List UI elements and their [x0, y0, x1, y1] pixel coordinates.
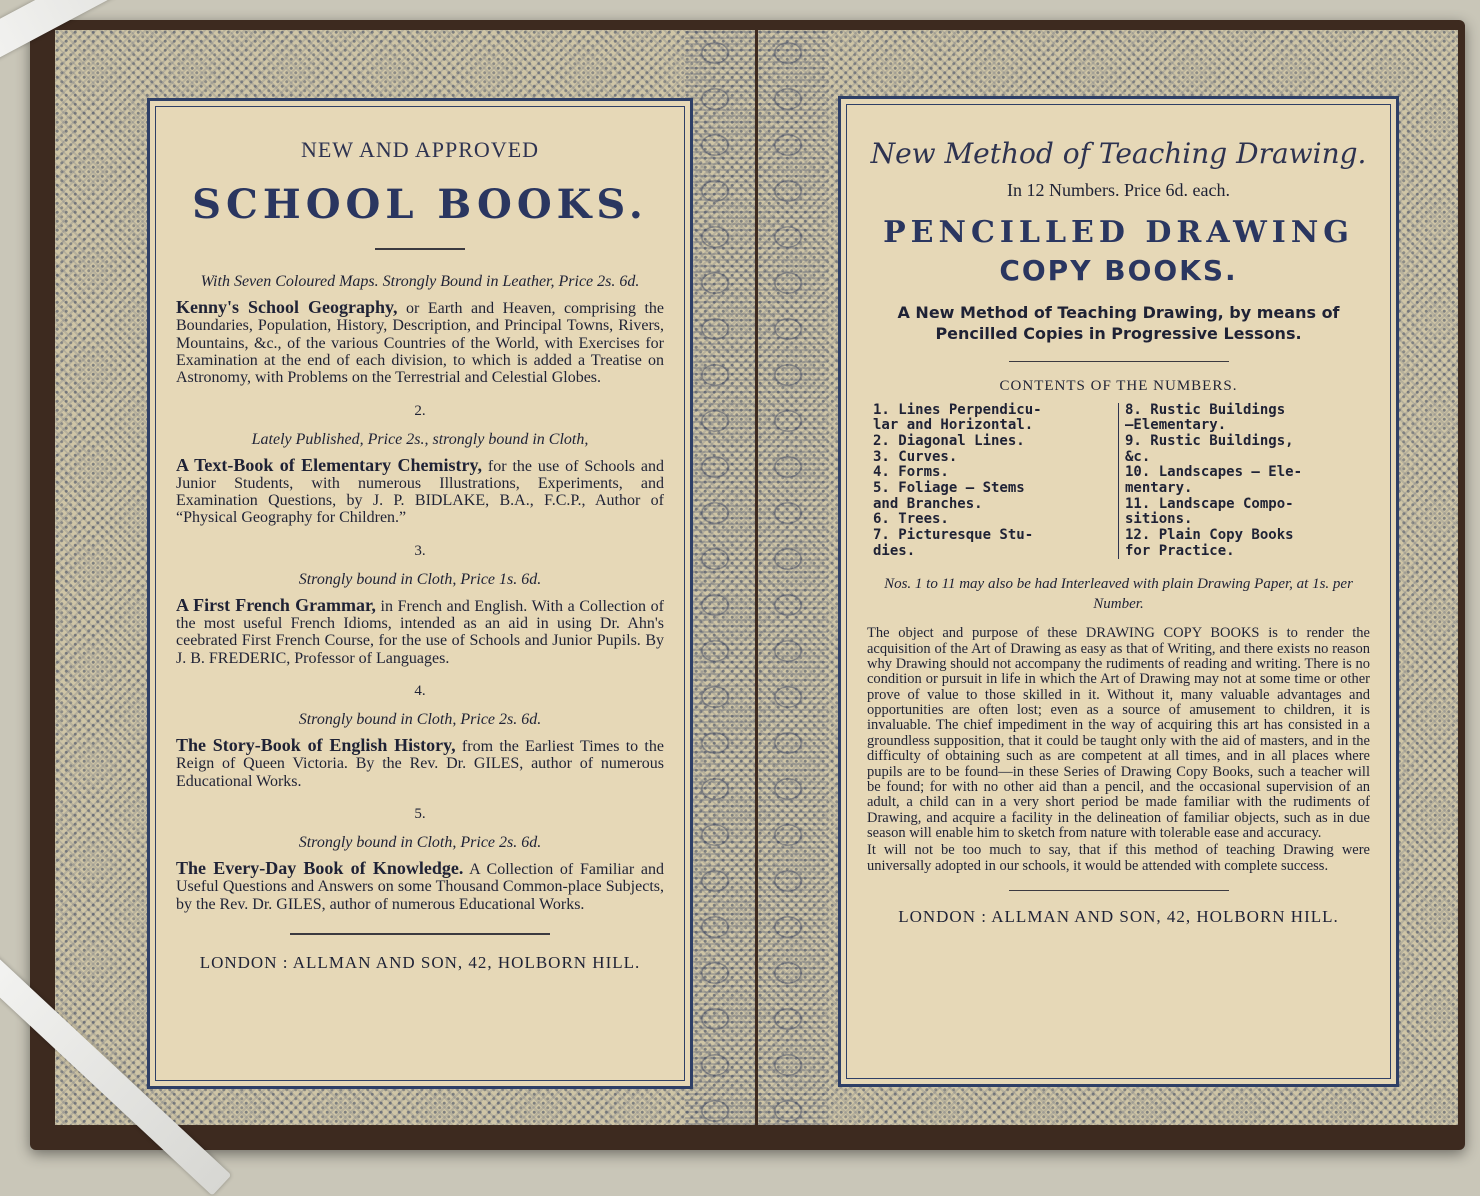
- left-page: [55, 30, 755, 1125]
- header-small: NEW AND APPROVED: [300, 137, 540, 162]
- gothic-title: New Method of Teaching Drawing.: [870, 137, 1367, 170]
- entry-body: [176, 596, 664, 667]
- entry-body: [176, 298, 664, 387]
- divider: [375, 248, 465, 250]
- contents-item: 11. Landscape Compo-: [1125, 495, 1294, 512]
- entry-title: The Every-Day Book of Knowledge.: [176, 857, 464, 878]
- entry-subtitle: Strongly bound in Cloth, Price 2s. 6d.: [298, 710, 542, 728]
- contents-item: mentary.: [1125, 479, 1193, 496]
- book-entry: [176, 272, 664, 387]
- publisher-footer: LONDON : ALLMAN AND SON, 42, HOLBORN HILL.: [199, 952, 641, 972]
- right-page: [758, 30, 1458, 1125]
- book-entry: [176, 543, 664, 667]
- contents-item: and Branches.: [873, 495, 983, 512]
- entry-body: [176, 859, 664, 913]
- entry-number: 5.: [414, 805, 426, 822]
- contents-column-right: [1118, 403, 1370, 560]
- entry-text: A Collection of Familiar and Useful Questions and Answers on some Thousand Common-place Subjects, by the Rev. Dr. GILES, author of numerous Educational Works.: [176, 860, 664, 913]
- contents-item: 9. Rustic Buildings,: [1125, 432, 1294, 449]
- entry-subtitle: Lately Published, Price 2s., strongly bound in Cloth,: [251, 430, 589, 448]
- entry-title: A Text-Book of Elementary Chemistry,: [176, 454, 483, 475]
- book-entry: [176, 403, 664, 527]
- contents-item: 7. Picturesque Stu-: [873, 526, 1034, 543]
- contents-columns: [867, 403, 1370, 560]
- entry-number: 4.: [414, 682, 426, 699]
- spine-ornament: [685, 30, 755, 1125]
- headline-line-1: PENCILLED DRAWING: [883, 215, 1354, 250]
- book-entry: [176, 683, 664, 790]
- series-description: A New Method of Teaching Drawing, by means of Pencilled Copies in Progressive Lessons.: [897, 303, 1340, 343]
- entry-title: A First French Grammar,: [176, 594, 376, 615]
- contents-item: for Practice.: [1125, 542, 1235, 559]
- contents-item: 5. Foliage — Stems: [873, 479, 1025, 496]
- contents-item: 8. Rustic Buildings: [1125, 401, 1286, 418]
- entry-subtitle: With Seven Coloured Maps. Strongly Bound in Leather, Price 2s. 6d.: [200, 273, 640, 290]
- entry-number: 2.: [414, 402, 426, 419]
- series-subtitle: In 12 Numbers. Price 6d. each.: [1007, 180, 1230, 200]
- header-big: SCHOOL BOOKS.: [192, 181, 648, 228]
- entry-body: [176, 736, 664, 790]
- divider: [1009, 890, 1229, 891]
- publisher-footer: LONDON : ALLMAN AND SON, 42, HOLBORN HILL.: [898, 907, 1339, 927]
- entry-text: or Earth and Heaven, comprising the Boundaries, Population, History, Description, and Principal Towns, Rivers, Mountains, &c., of the various Countries of the World, with Exercises for Examination at the end of each division, to which is added a Treatise on Astronomy, with Problems on the Terrestrial and Celestial Globes.: [176, 300, 664, 387]
- entry-text: in French and English. With a Collection of the most useful French Idioms, intended as an aid in using Dr. Ahn's ceebrated First French Course, for the use of Schools and Junior Pupils. By J. B. FREDERIC, Professor of Languages.: [176, 597, 665, 667]
- entry-body: [176, 456, 664, 527]
- left-text-panel: [147, 98, 693, 1089]
- contents-item: 12. Plain Copy Books: [1125, 526, 1294, 543]
- entry-number: 3.: [414, 542, 426, 559]
- contents-item: &c.: [1125, 448, 1151, 465]
- contents-item: 2. Diagonal Lines.: [873, 432, 1025, 449]
- contents-item: lar and Horizontal.: [873, 417, 1034, 434]
- entry-title: Kenny's School Geography,: [176, 297, 398, 317]
- description-paragraph: The object and purpose of these DRAWING COPY BOOKS is to render the acquisition of the Art of Drawing as easy as that of Writing, and there exists no reason why Drawing should not accompany the rudiments of reading and writing. There is no condition or pursuit in life in which the Art of Drawing may not at some time or other prove of value to those skilled in it. Without it, many valuable advantages and opportunities are often lost; even as a source of amusement to children, it is invaluable. The chief impediment in the way of acquiring this art has consisted in a groundless supposition, that it could be taught only with the aid of masters, and in the difficulty of obtaining such as are competent at all times, and in all places where pupils are to be found—in these Series of Drawing Copy Books, such a teacher will be found; for with no other aid than a pencil, and the occasional supervision of an adult, a child can in a very short period be made familiar with the rudiments of Drawing, and acquire a facility in the delineation of familiar objects, such as in due season will enable him to sketch from nature with tolerable ease and accuracy.: [867, 625, 1370, 841]
- contents-item: sitions.: [1125, 511, 1193, 528]
- divider: [290, 933, 550, 935]
- entry-text: for the use of Schools and Junior Students, with numerous Illustrations, Experiments, and Examination Questions, by J. P. BIDLAKE, B.A., F.C.P., Author of “Physical Geography for Children.”: [176, 457, 664, 527]
- contents-item: 4. Forms.: [873, 464, 949, 481]
- right-text-panel: [838, 96, 1399, 1087]
- contents-column-left: [867, 403, 1118, 560]
- spine-ornament: [758, 30, 828, 1125]
- contents-item: 10. Landscapes — Ele-: [1125, 464, 1303, 481]
- contents-item: dies.: [873, 542, 916, 559]
- closing-paragraph: It will not be too much to say, that if this method of teaching Drawing were universally adopted in our schools, it would be attended with complete success.: [867, 842, 1370, 874]
- entry-subtitle: Strongly bound in Cloth, Price 1s. 6d.: [298, 570, 542, 588]
- interleaved-note: Nos. 1 to 11 may also be had Interleaved with plain Drawing Paper, at 1s. per Number.: [884, 576, 1353, 612]
- contents-item: 1. Lines Perpendicu-: [873, 401, 1042, 418]
- entry-text: from the Earliest Times to the Reign of Queen Victoria. By the Rev. Dr. GILES, author of numerous Educational Works.: [176, 737, 664, 790]
- entry-subtitle: Strongly bound in Cloth, Price 2s. 6d.: [298, 833, 542, 851]
- entry-title: The Story-Book of English History,: [176, 734, 456, 755]
- contents-item: 6. Trees.: [873, 511, 949, 528]
- headline-line-2: COPY BOOKS.: [999, 254, 1238, 287]
- book-entry: [176, 806, 664, 913]
- contents-item: —Elementary.: [1125, 417, 1227, 434]
- contents-item: 3. Curves.: [873, 448, 958, 465]
- contents-heading: CONTENTS OF THE NUMBERS.: [999, 377, 1238, 394]
- divider: [1009, 361, 1229, 362]
